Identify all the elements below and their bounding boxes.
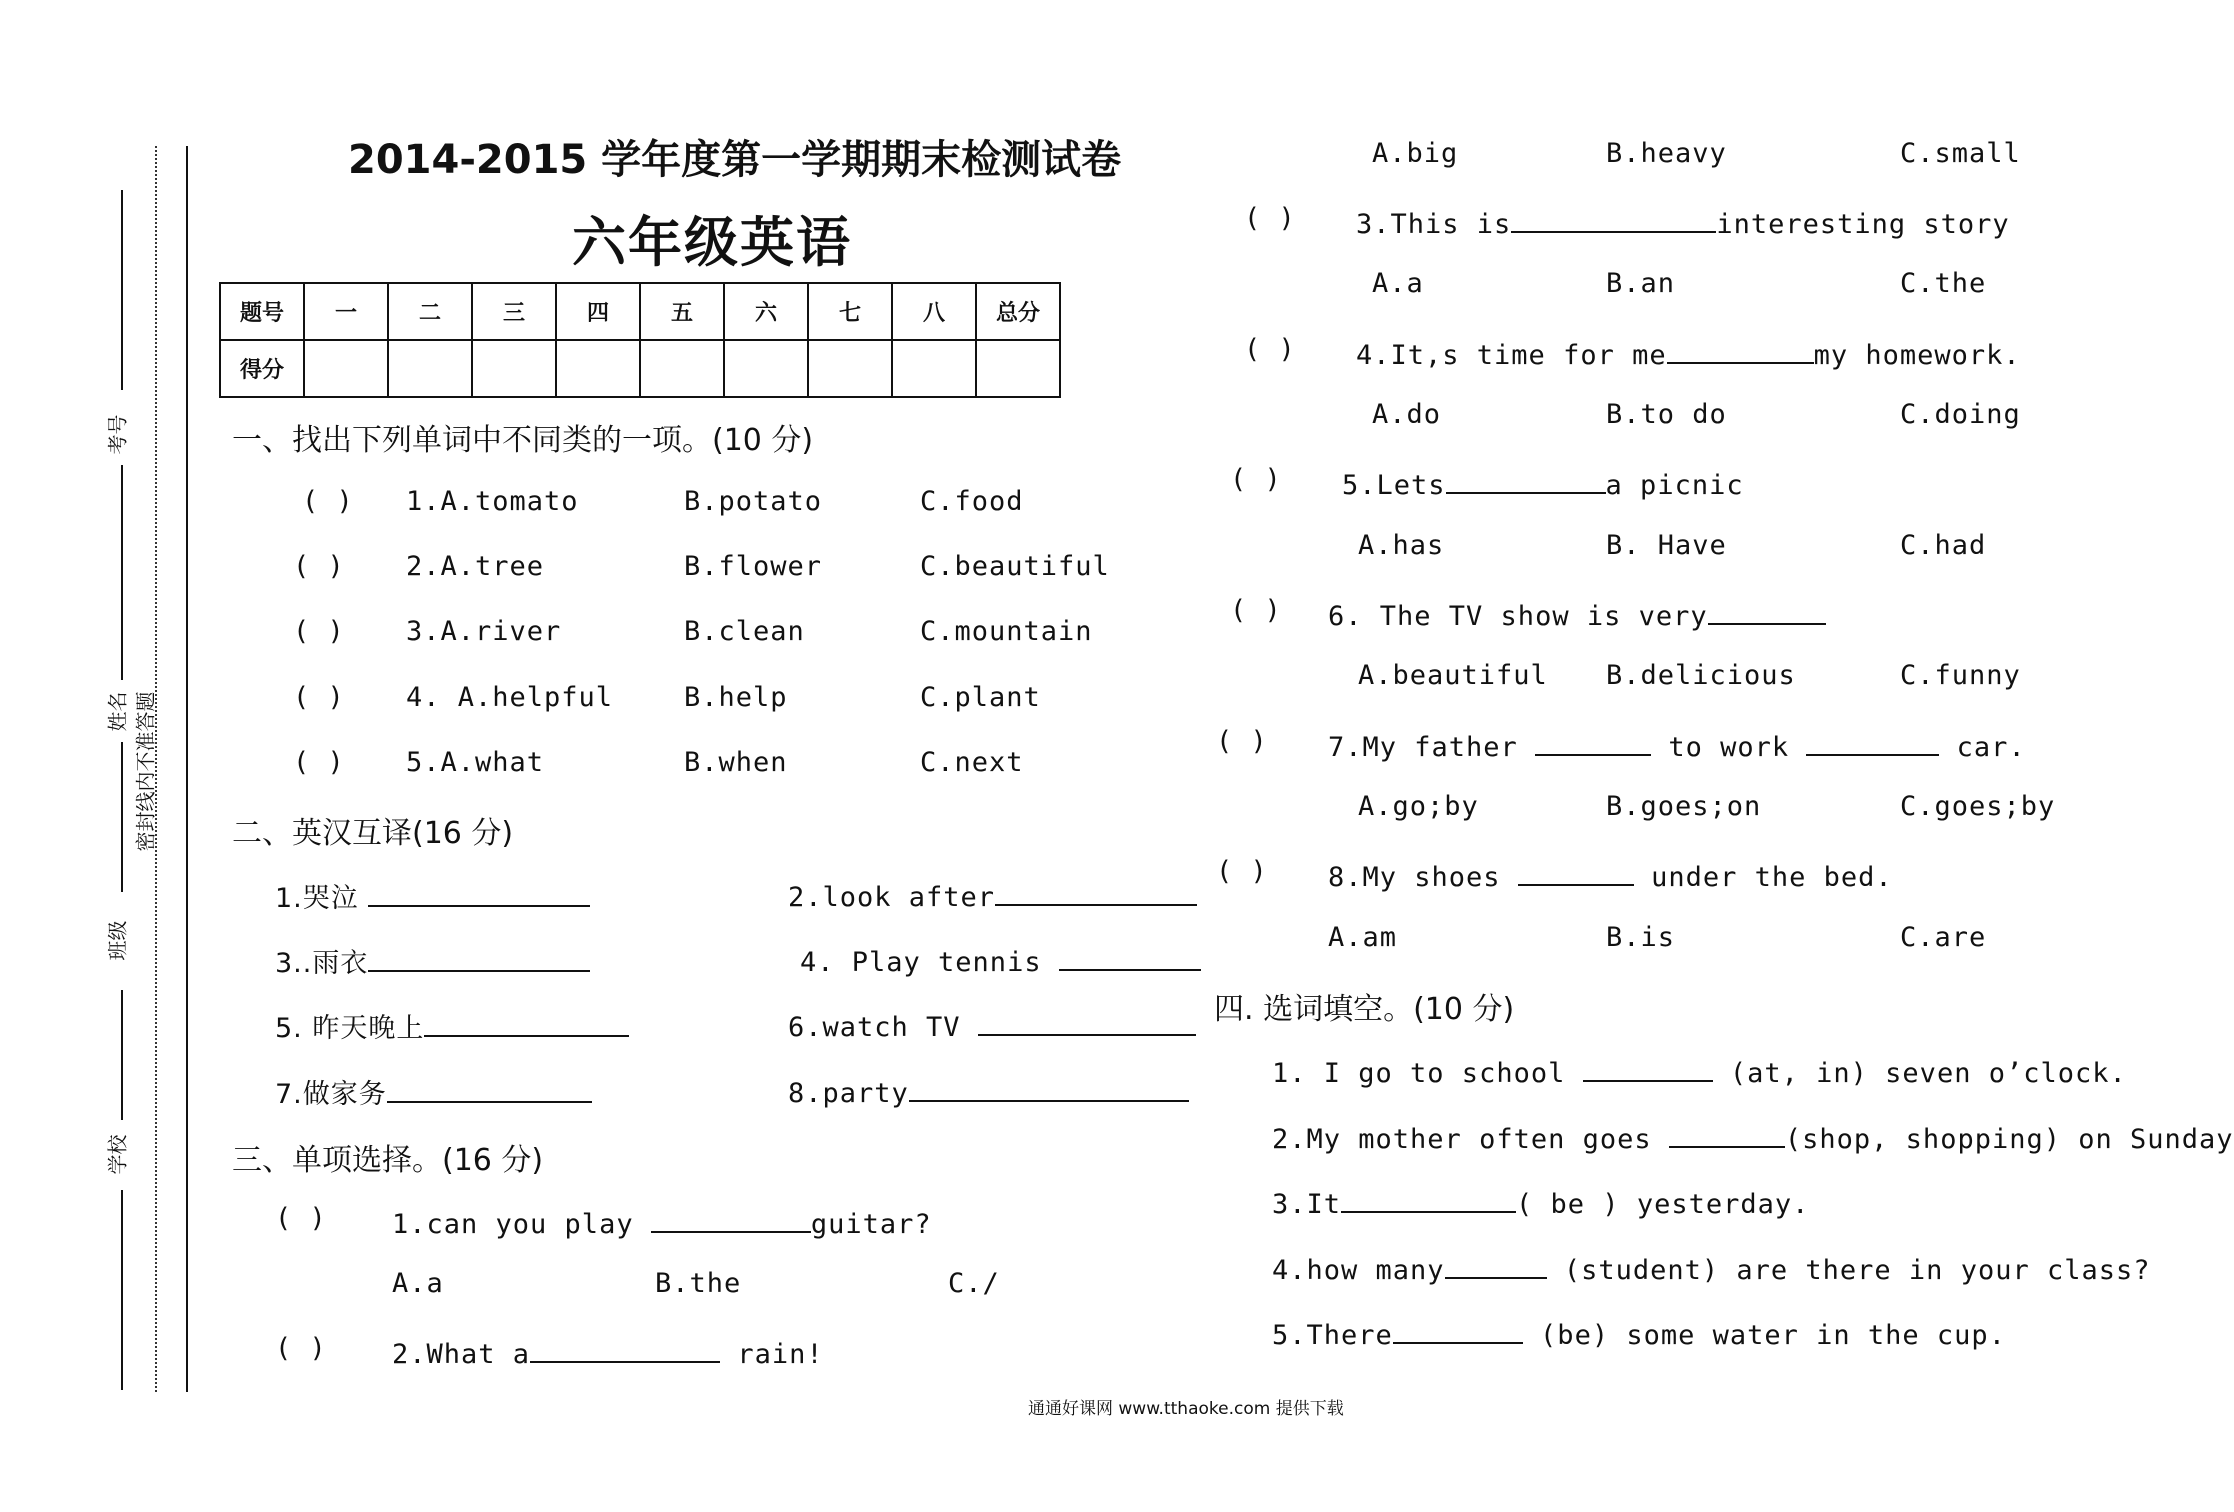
student-id-line-lower — [121, 465, 123, 680]
s3-question-text: guitar? — [810, 1209, 932, 1240]
answer-blank[interactable] — [1583, 1052, 1713, 1082]
s4-item — [1272, 1118, 2234, 1155]
s1-paren[interactable]: ( ) — [293, 551, 345, 582]
s1-option-a: 5.A.what — [406, 747, 545, 778]
s4-item — [1272, 1249, 2151, 1286]
s3-question-text: under the bed. — [1651, 862, 1893, 893]
s4-item — [1272, 1183, 1809, 1220]
s3-paren[interactable]: ( ) — [1244, 334, 1296, 365]
score-header-cell: 八 — [892, 283, 976, 340]
s2-item-text: 5. 昨天晚上 — [275, 1013, 425, 1044]
s3-question-text: 8.My shoes — [1328, 862, 1501, 893]
score-cell[interactable] — [472, 340, 556, 397]
s4-item-text: (be) some water in the cup. — [1522, 1320, 2006, 1351]
answer-blank[interactable] — [530, 1333, 720, 1363]
answer-blank[interactable] — [978, 1006, 1196, 1036]
s1-paren[interactable]: ( ) — [302, 486, 354, 517]
score-cell[interactable] — [724, 340, 808, 397]
s2-item — [275, 1006, 629, 1045]
section1-heading: 一、找出下列单词中不同类的一项。(10 分) — [232, 423, 814, 458]
s3-option-c: C.had — [1900, 530, 1987, 561]
score-table — [219, 282, 1061, 398]
s1-option-a: 1.A.tomato — [406, 486, 579, 517]
s4-item-text: (student) are there in your class? — [1546, 1255, 2151, 1286]
s2-item — [788, 876, 1197, 913]
s1-option-b: B.when — [684, 747, 788, 778]
s3-paren[interactable]: ( ) — [1230, 595, 1282, 626]
s1-option-b: B.help — [684, 682, 788, 713]
s3-paren[interactable]: ( ) — [1230, 464, 1282, 495]
s1-option-c: C.beautiful — [920, 551, 1110, 582]
score-cell[interactable] — [640, 340, 724, 397]
answer-blank[interactable] — [424, 1007, 629, 1037]
s3-option-c: C.funny — [1900, 660, 2021, 691]
score-header-cell: 题号 — [220, 283, 304, 340]
section4-heading: 四. 选词填空。(10 分) — [1214, 992, 1515, 1027]
name-line — [121, 742, 123, 892]
s3-paren[interactable]: ( ) — [1216, 726, 1268, 757]
score-row-label: 得分 — [220, 340, 304, 397]
s3-question-text: 4.It,s time for me — [1356, 340, 1667, 371]
s2-item — [275, 876, 590, 915]
answer-blank[interactable] — [1667, 334, 1814, 364]
s3-question — [1342, 464, 1744, 501]
answer-blank[interactable] — [368, 877, 590, 907]
s2-item — [275, 941, 590, 980]
answer-blank[interactable] — [368, 942, 590, 972]
s2-item — [800, 941, 1201, 978]
s3-question-text: to work — [1668, 732, 1790, 763]
s1-paren[interactable]: ( ) — [293, 682, 345, 713]
score-cell[interactable] — [976, 340, 1060, 397]
score-header-cell: 总分 — [976, 283, 1060, 340]
s3-option-a: A.do — [1372, 399, 1442, 430]
section3-heading: 三、单项选择。(16 分) — [232, 1143, 544, 1178]
score-cell[interactable] — [304, 340, 388, 397]
footer-credit: 通通好课网 www.tthaoke.com 提供下载 — [1028, 1399, 1344, 1419]
s3-question-text: 6. The TV show is very — [1328, 601, 1708, 632]
s3-question — [392, 1203, 932, 1240]
s3-question-text: rain! — [737, 1339, 824, 1370]
s1-option-b: B.potato — [684, 486, 823, 517]
s3-paren[interactable]: ( ) — [1244, 203, 1296, 234]
school-line — [121, 1190, 123, 1390]
score-header-cell: 一 — [304, 283, 388, 340]
s3-option-b: B.the — [655, 1268, 742, 1299]
s3-question-text: car. — [1956, 732, 2026, 763]
score-cell[interactable] — [808, 340, 892, 397]
school-label: 学校 — [105, 1134, 130, 1175]
s3-option-c: C.small — [1900, 138, 2021, 169]
answer-blank[interactable] — [387, 1073, 592, 1103]
s3-paren[interactable]: ( ) — [275, 1333, 327, 1364]
s3-option-c: C.doing — [1900, 399, 2021, 430]
s3-option-a: A.has — [1358, 530, 1445, 561]
answer-blank[interactable] — [1393, 1314, 1523, 1344]
s3-question-text: a picnic — [1605, 470, 1744, 501]
s3-option-a: A.big — [1372, 138, 1459, 169]
s1-option-a: 2.A.tree — [406, 551, 545, 582]
s3-question-text: 7.My father — [1328, 732, 1518, 763]
s2-item — [788, 1006, 1196, 1043]
s3-option-b: B.heavy — [1606, 138, 1727, 169]
s3-paren[interactable]: ( ) — [275, 1203, 327, 1234]
s3-option-a: A.a — [392, 1268, 444, 1299]
s4-item-text: (shop, shopping) on Sunday — [1784, 1124, 2234, 1155]
s3-question — [1356, 334, 2021, 371]
answer-blank[interactable] — [651, 1203, 811, 1233]
s1-option-c: C.mountain — [920, 616, 1093, 647]
s2-item — [275, 1072, 592, 1111]
s3-question-text: 3.This is — [1356, 209, 1512, 240]
s3-question-text: interesting story — [1716, 209, 2010, 240]
class-line — [121, 990, 123, 1120]
s3-question-text: 2.What a — [392, 1339, 531, 1370]
s3-question-text: 1.can you play — [392, 1209, 634, 1240]
s4-item — [1272, 1052, 2127, 1089]
answer-blank[interactable] — [1511, 203, 1716, 233]
s2-item-text: 3..雨衣 — [275, 948, 369, 979]
s1-option-b: B.clean — [684, 616, 805, 647]
s2-item-text: 4. Play tennis — [800, 947, 1042, 978]
s2-item-text: 6.watch TV — [788, 1012, 961, 1043]
answer-blank[interactable] — [1341, 1183, 1516, 1213]
s4-item-text: 1. I go to school — [1272, 1058, 1566, 1089]
s3-question-text: 5.Lets — [1342, 470, 1446, 501]
score-header-cell: 三 — [472, 283, 556, 340]
s3-option-b: B.to do — [1606, 399, 1727, 430]
answer-blank[interactable] — [1806, 726, 1939, 756]
s3-option-c: C./ — [948, 1268, 1000, 1299]
score-cell[interactable] — [556, 340, 640, 397]
score-table-header-row — [220, 283, 1060, 340]
name-label: 姓名 — [105, 691, 130, 732]
s3-option-b: B. Have — [1606, 530, 1727, 561]
s2-item-text: 7.做家务 — [275, 1079, 387, 1110]
answer-blank[interactable] — [1059, 941, 1201, 971]
s2-item-text: 8.party — [788, 1078, 909, 1109]
student-id-line — [121, 190, 123, 390]
s1-option-c: C.plant — [920, 682, 1041, 713]
s1-paren[interactable]: ( ) — [293, 747, 345, 778]
student-id-label: 考号 — [105, 414, 130, 455]
s3-question-text: my homework. — [1813, 340, 2021, 371]
s3-question — [1328, 726, 2026, 763]
s3-option-b: B.an — [1606, 268, 1676, 299]
s4-item-text: 4.how many — [1272, 1255, 1445, 1286]
score-table-score-row — [220, 340, 1060, 397]
s4-item-text: 2.My mother often goes — [1272, 1124, 1652, 1155]
s3-option-a: A.a — [1372, 268, 1424, 299]
exam-subtitle: 六年级英语 — [572, 211, 852, 274]
class-label: 班级 — [105, 920, 130, 961]
s3-question — [1356, 203, 2010, 240]
s3-question — [392, 1333, 824, 1370]
s1-option-b: B.flower — [684, 551, 823, 582]
answer-blank[interactable] — [909, 1072, 1189, 1102]
s3-option-a: A.beautiful — [1358, 660, 1548, 691]
section2-heading: 二、英汉互译(16 分) — [232, 816, 514, 851]
s1-option-a: 3.A.river — [406, 616, 562, 647]
s4-item-text: 5.There — [1272, 1320, 1393, 1351]
answer-blank[interactable] — [1708, 595, 1826, 625]
s3-option-c: C.goes;by — [1900, 791, 2056, 822]
s3-paren[interactable]: ( ) — [1216, 856, 1268, 887]
s3-option-a: A.am — [1328, 922, 1398, 953]
s2-item-text: 2.look after — [788, 882, 996, 913]
s3-option-c: C.are — [1900, 922, 1987, 953]
score-cell[interactable] — [388, 340, 472, 397]
margin-solid-line — [186, 146, 188, 1392]
s3-question — [1328, 595, 1826, 632]
answer-blank[interactable] — [995, 876, 1197, 906]
answer-blank[interactable] — [1669, 1118, 1785, 1148]
score-header-cell: 六 — [724, 283, 808, 340]
score-header-cell: 五 — [640, 283, 724, 340]
score-header-cell: 七 — [808, 283, 892, 340]
s4-item-text: (at, in) seven o’clock. — [1729, 1058, 2127, 1089]
answer-blank[interactable] — [1445, 1249, 1547, 1279]
s4-item-text: ( be ) yesterday. — [1516, 1189, 1810, 1220]
s2-item-text: 1.哭泣 — [275, 883, 359, 914]
answer-blank[interactable] — [1446, 464, 1606, 494]
s1-option-a: 4. A.helpful — [406, 682, 614, 713]
answer-blank[interactable] — [1535, 726, 1651, 756]
s2-item — [788, 1072, 1189, 1109]
score-header-cell: 二 — [388, 283, 472, 340]
s4-item-text: 3.It — [1272, 1189, 1342, 1220]
sealed-note: 密封线内不准答题 — [133, 691, 158, 852]
s1-option-c: C.next — [920, 747, 1024, 778]
s3-option-b: B.is — [1606, 922, 1676, 953]
answer-blank[interactable] — [1518, 856, 1634, 886]
exam-title: 2014-2015 学年度第一学期期末检测试卷 — [348, 137, 1122, 183]
s3-option-c: C.the — [1900, 268, 1987, 299]
s3-option-b: B.goes;on — [1606, 791, 1762, 822]
s3-option-a: A.go;by — [1358, 791, 1479, 822]
s3-option-b: B.delicious — [1606, 660, 1796, 691]
score-cell[interactable] — [892, 340, 976, 397]
s4-item — [1272, 1314, 2006, 1351]
s3-question — [1328, 856, 1893, 893]
s1-option-c: C.food — [920, 486, 1024, 517]
score-header-cell: 四 — [556, 283, 640, 340]
s1-paren[interactable]: ( ) — [293, 616, 345, 647]
